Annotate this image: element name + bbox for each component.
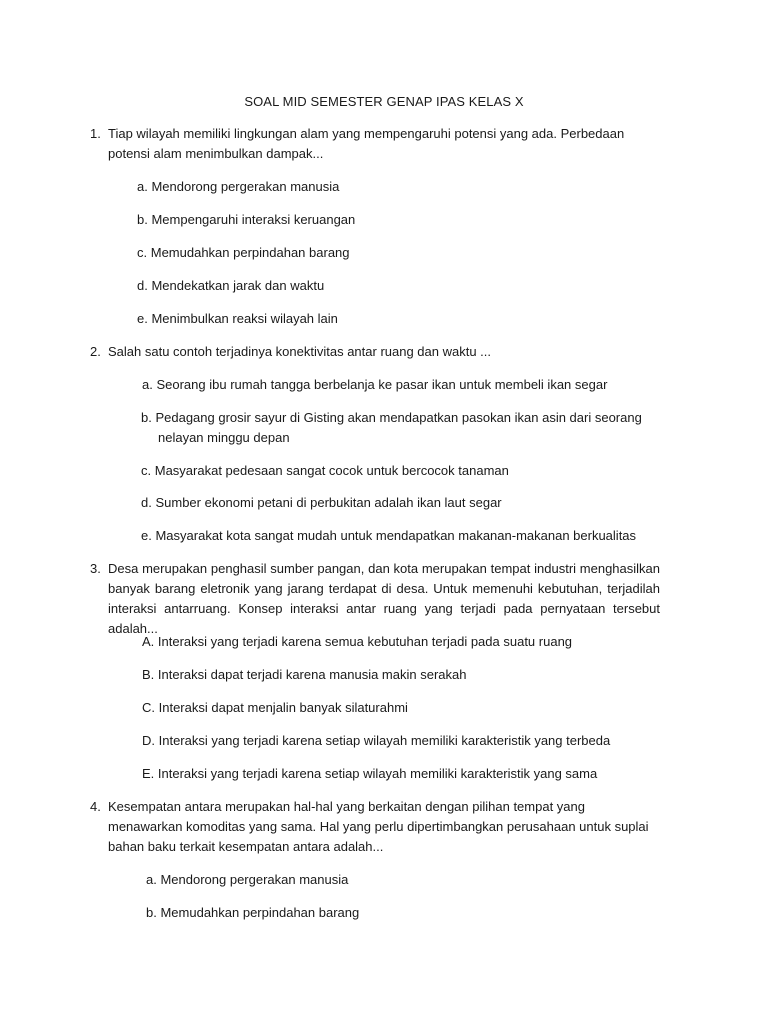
option-letter: e. xyxy=(141,528,152,543)
option-letter: a. xyxy=(142,377,153,392)
question-number: 3. xyxy=(90,561,101,576)
option-2e xyxy=(141,526,636,546)
option-text: Interaksi yang terjadi karena semua kebutuhan terjadi pada suatu ruang xyxy=(157,634,573,649)
option-4b xyxy=(146,903,359,923)
option-letter: b. xyxy=(137,212,148,227)
question-number: 4. xyxy=(90,799,101,814)
option-text: Mempengaruhi interaksi keruangan xyxy=(151,212,356,227)
option-text: Mendorong pergerakan manusia xyxy=(160,872,349,887)
option-letter: D. xyxy=(142,733,155,748)
question-text: Kesempatan antara merupakan hal-hal yang berkaitan dengan pilihan tempat yang menawarkan komoditas yang sama. Hal yang perlu dipertimbangkan perusahaan untuk suplai bahan baku terkait kesempatan antara adalah... xyxy=(108,799,649,854)
option-letter: d. xyxy=(137,278,148,293)
option-letter: a. xyxy=(146,872,157,887)
question-4 xyxy=(90,797,662,857)
option-1e xyxy=(137,309,338,329)
option-text: Memudahkan perpindahan barang xyxy=(160,905,360,920)
question-text: Salah satu contoh terjadinya konektivitas antar ruang dan waktu ... xyxy=(108,344,492,359)
option-letter: b. xyxy=(146,905,157,920)
option-text: Mendorong pergerakan manusia xyxy=(151,179,340,194)
question-text: Desa merupakan penghasil sumber pangan, dan kota merupakan tempat industri menghasilkan banyak barang eletronik yang jarang terdapat di desa. Untuk memenuhi kebutuhan, terjadilah interaksi antarruang. Konsep interaksi antar ruang yang terjadi pada pernyataan tersebut adalah... xyxy=(108,561,660,636)
option-letter: b. xyxy=(141,410,152,425)
option-letter: A. xyxy=(142,634,155,649)
question-text: Tiap wilayah memiliki lingkungan alam yang mempengaruhi potensi yang ada. Perbedaan potensi alam menimbulkan dampak... xyxy=(108,126,625,161)
question-number: 1. xyxy=(90,126,101,141)
option-2d xyxy=(141,493,502,513)
question-2 xyxy=(90,342,662,362)
option-text: Interaksi yang terjadi karena setiap wilayah memiliki karakteristik yang terbeda xyxy=(158,733,611,748)
question-3 xyxy=(90,559,660,639)
option-text: Sumber ekonomi petani di perbukitan adalah ikan laut segar xyxy=(155,495,502,510)
option-1b xyxy=(137,210,355,230)
option-3c xyxy=(142,698,408,718)
option-text: Interaksi yang terjadi karena setiap wilayah memiliki karakteristik yang sama xyxy=(157,766,598,781)
page-title: SOAL MID SEMESTER GENAP IPAS KELAS X xyxy=(244,94,524,109)
option-1c xyxy=(137,243,350,263)
option-text: Masyarakat pedesaan sangat cocok untuk bercocok tanaman xyxy=(154,463,509,478)
option-letter: B. xyxy=(142,667,155,682)
option-3d xyxy=(142,731,610,751)
option-4a xyxy=(146,870,348,890)
option-letter: e. xyxy=(137,311,148,326)
option-text: Interaksi dapat terjadi karena manusia makin serakah xyxy=(157,667,467,682)
option-3b xyxy=(142,665,466,685)
option-1d xyxy=(137,276,324,296)
option-text: Memudahkan perpindahan barang xyxy=(150,245,350,260)
option-letter: c. xyxy=(137,245,148,260)
option-text: Seorang ibu rumah tangga berbelanja ke pasar ikan untuk membeli ikan segar xyxy=(156,377,608,392)
option-3a xyxy=(142,632,572,652)
option-1a xyxy=(137,177,339,197)
option-text: Menimbulkan reaksi wilayah lain xyxy=(151,311,338,326)
question-1 xyxy=(90,124,662,164)
option-letter: C. xyxy=(142,700,155,715)
option-letter: a. xyxy=(137,179,148,194)
option-2c xyxy=(141,461,509,481)
option-letter: d. xyxy=(141,495,152,510)
option-text: Pedagang grosir sayur di Gisting akan mendapatkan pasokan ikan asin dari seorang nelayan minggu depan xyxy=(155,410,642,445)
option-letter: c. xyxy=(141,463,152,478)
option-text: Mendekatkan jarak dan waktu xyxy=(151,278,325,293)
option-3e xyxy=(142,764,597,784)
option-2a xyxy=(142,375,607,395)
option-text: Masyarakat kota sangat mudah untuk mendapatkan makanan-makanan berkualitas xyxy=(155,528,637,543)
question-number: 2. xyxy=(90,344,101,359)
option-2b xyxy=(141,408,686,448)
option-text: Interaksi dapat menjalin banyak silaturahmi xyxy=(158,700,408,715)
option-letter: E. xyxy=(142,766,155,781)
